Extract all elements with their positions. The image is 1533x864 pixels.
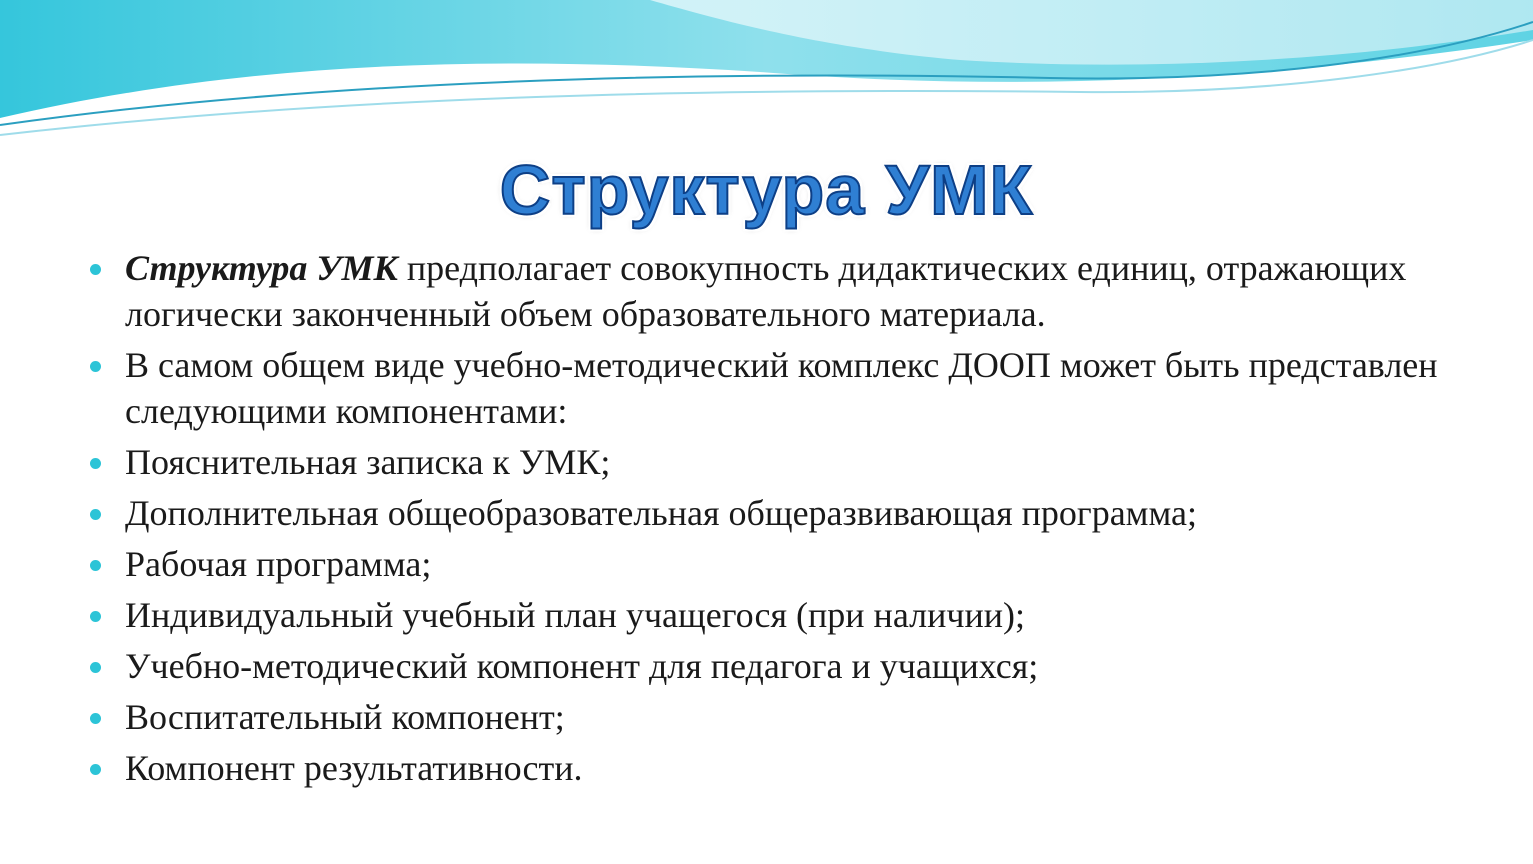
item-text: Индивидуальный учебный план учащегося (при наличии);: [125, 595, 1025, 635]
item-text: Дополнительная общеобразовательная общеразвивающая программа;: [125, 493, 1197, 533]
bullet-dot-icon: [90, 264, 101, 275]
bullet-dot-icon: [90, 509, 101, 520]
list-item: [88, 439, 1488, 485]
list-item: [88, 745, 1488, 791]
bullet-dot-icon: [90, 662, 101, 673]
item-text: Компонент результативности.: [125, 748, 583, 788]
item-text: В самом общем виде учебно-методический комплекс ДООП может быть представлен следующими компонентами:: [125, 345, 1438, 431]
item-text: Воспитательный компонент;: [125, 697, 565, 737]
bullet-dot-icon: [90, 764, 101, 775]
list-item: [88, 592, 1488, 638]
bullet-dot-icon: [90, 611, 101, 622]
bullet-dot-icon: [90, 361, 101, 372]
item-text: Учебно-методический компонент для педагога и учащихся;: [125, 646, 1039, 686]
bullet-dot-icon: [90, 713, 101, 724]
list-item: [88, 342, 1488, 434]
item-text: Пояснительная записка к УМК;: [125, 442, 611, 482]
list-item: [88, 643, 1488, 689]
list-item: [88, 694, 1488, 740]
slide-title: Структура УМК: [499, 151, 1034, 229]
list-item: [88, 490, 1488, 536]
list-item: [88, 541, 1488, 587]
item-lead: Структура УМК: [125, 248, 398, 288]
bullet-dot-icon: [90, 560, 101, 571]
item-text: предполагает совокупность дидактических единиц, отражающих логически законченный объем образовательного материала.: [125, 248, 1407, 334]
bullet-list: [88, 245, 1488, 796]
bullet-dot-icon: [90, 458, 101, 469]
list-item: [88, 245, 1488, 337]
item-text: Рабочая программа;: [125, 544, 432, 584]
wave-decoration: [0, 0, 1533, 160]
